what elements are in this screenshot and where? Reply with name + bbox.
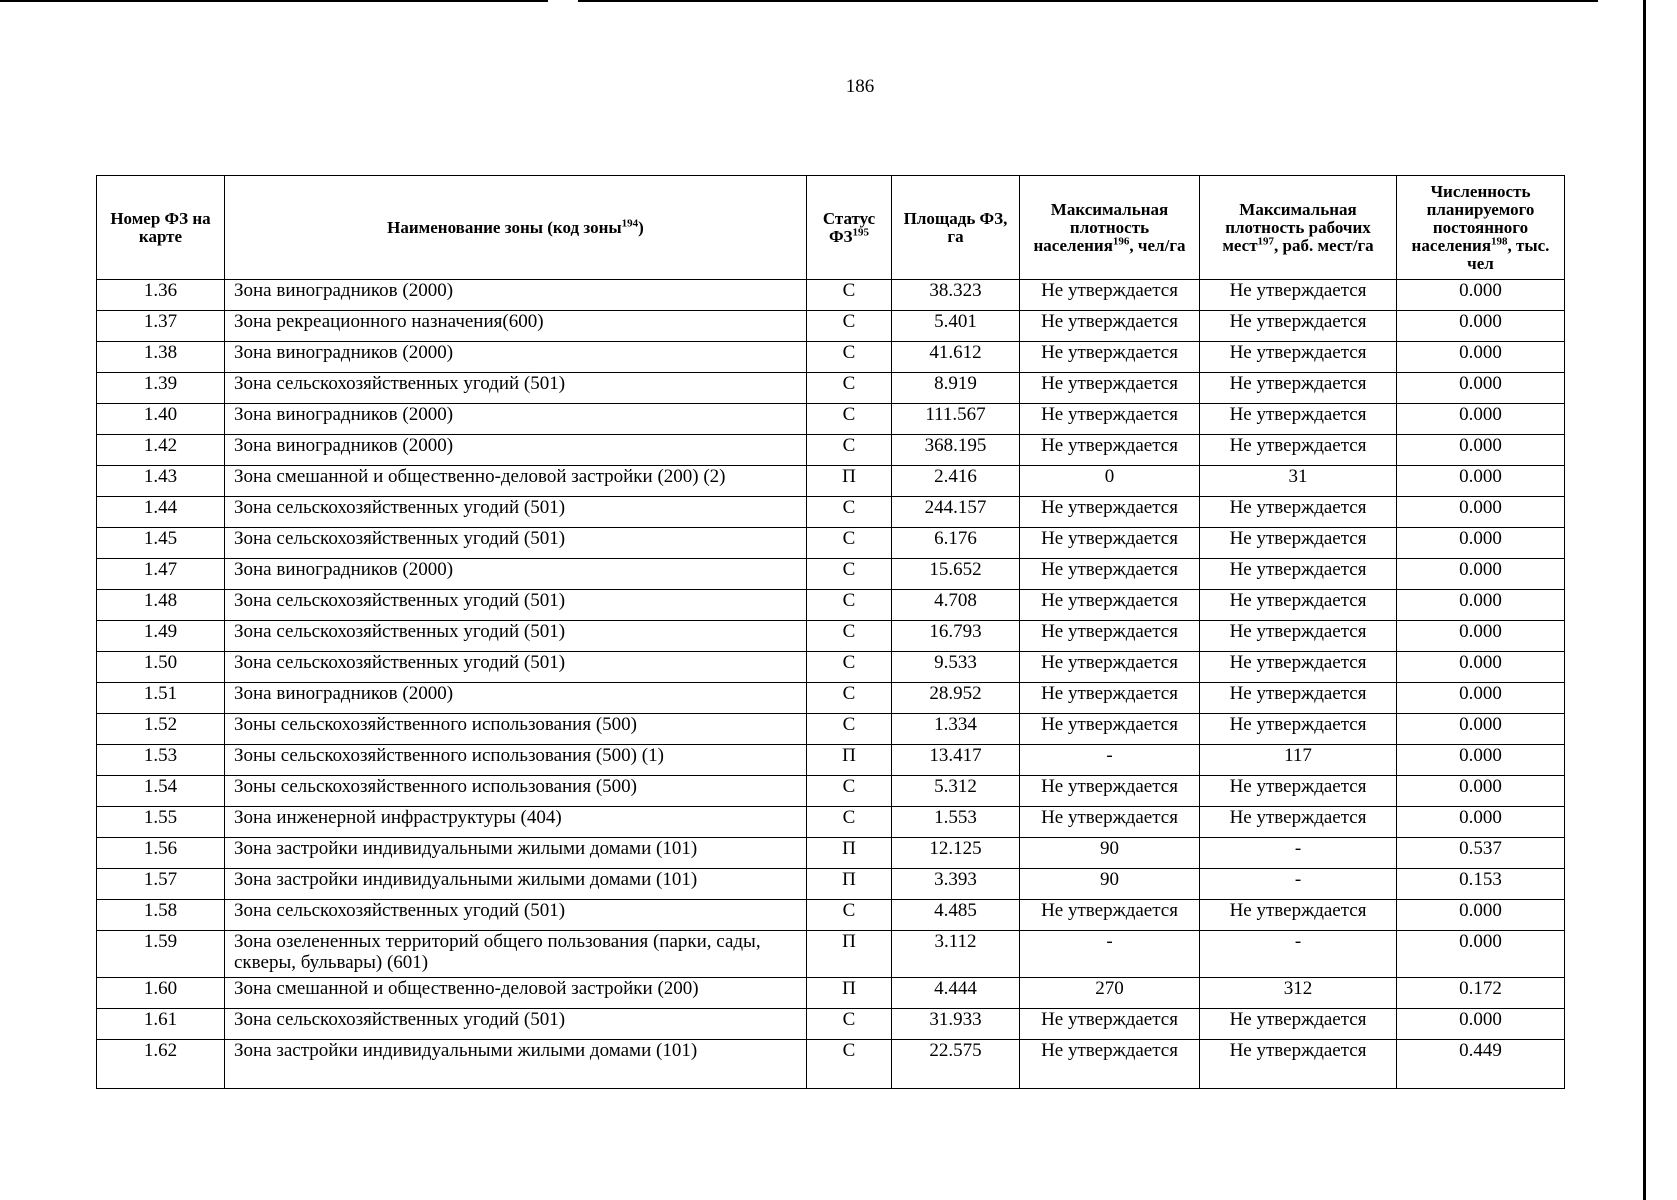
cell-planned-population: 0.000 [1397, 373, 1565, 404]
cell-zone-name: Зона застройки индивидуальными жилыми домами (101) [225, 838, 807, 869]
cell-status: С [807, 807, 892, 838]
table-row [97, 714, 1565, 745]
table-body [97, 280, 1565, 1089]
cell-area: 5.312 [892, 776, 1020, 807]
cell-job-density: Не утверждается [1200, 404, 1397, 435]
cell-job-density: Не утверждается [1200, 621, 1397, 652]
cell-map-number: 1.53 [97, 745, 225, 776]
cell-area: 244.157 [892, 497, 1020, 528]
cell-population-density: Не утверждается [1020, 652, 1200, 683]
cell-map-number: 1.39 [97, 373, 225, 404]
cell-area: 8.919 [892, 373, 1020, 404]
table-row [97, 311, 1565, 342]
cell-status: С [807, 621, 892, 652]
cell-population-density: Не утверждается [1020, 900, 1200, 931]
cell-zone-name: Зоны сельскохозяйственного использования (500) (1) [225, 745, 807, 776]
cell-map-number: 1.48 [97, 590, 225, 621]
cell-zone-name: Зона озелененных территорий общего пользования (парки, сады, скверы, бульвары) (601) [225, 931, 807, 978]
cell-population-density: Не утверждается [1020, 776, 1200, 807]
cell-zone-name: Зона смешанной и общественно-деловой застройки (200) (2) [225, 466, 807, 497]
cell-area: 15.652 [892, 559, 1020, 590]
cell-zone-name: Зона виноградников (2000) [225, 342, 807, 373]
cell-status: С [807, 497, 892, 528]
scan-border-top-left [0, 0, 548, 2]
cell-job-density: Не утверждается [1200, 652, 1397, 683]
cell-planned-population: 0.449 [1397, 1040, 1565, 1089]
cell-status: С [807, 900, 892, 931]
cell-zone-name: Зона рекреационного назначения(600) [225, 311, 807, 342]
cell-status: С [807, 404, 892, 435]
cell-planned-population: 0.000 [1397, 683, 1565, 714]
cell-job-density: 312 [1200, 978, 1397, 1009]
zones-table [96, 175, 1565, 1089]
cell-map-number: 1.58 [97, 900, 225, 931]
table-row [97, 559, 1565, 590]
cell-map-number: 1.55 [97, 807, 225, 838]
cell-population-density: - [1020, 931, 1200, 978]
cell-zone-name: Зона виноградников (2000) [225, 280, 807, 311]
cell-population-density: Не утверждается [1020, 621, 1200, 652]
cell-status: С [807, 683, 892, 714]
cell-zone-name: Зона сельскохозяйственных угодий (501) [225, 652, 807, 683]
cell-status: С [807, 776, 892, 807]
cell-status: С [807, 714, 892, 745]
cell-zone-name: Зона виноградников (2000) [225, 559, 807, 590]
cell-job-density: Не утверждается [1200, 497, 1397, 528]
cell-planned-population: 0.000 [1397, 776, 1565, 807]
table-row [97, 404, 1565, 435]
cell-area: 368.195 [892, 435, 1020, 466]
cell-area: 5.401 [892, 311, 1020, 342]
header-planned-population: Численность планируемого постоянного населения$^{198}$, тыс. чел [1397, 176, 1565, 280]
cell-population-density: Не утверждается [1020, 1040, 1200, 1089]
cell-zone-name: Зона виноградников (2000) [225, 404, 807, 435]
cell-job-density: - [1200, 838, 1397, 869]
table-row [97, 776, 1565, 807]
cell-zone-name: Зона виноградников (2000) [225, 683, 807, 714]
table-row [97, 683, 1565, 714]
cell-area: 4.444 [892, 978, 1020, 1009]
cell-population-density: Не утверждается [1020, 373, 1200, 404]
cell-status: С [807, 373, 892, 404]
cell-population-density: Не утверждается [1020, 404, 1200, 435]
cell-area: 2.416 [892, 466, 1020, 497]
cell-population-density: Не утверждается [1020, 807, 1200, 838]
cell-zone-name: Зона сельскохозяйственных угодий (501) [225, 621, 807, 652]
cell-map-number: 1.37 [97, 311, 225, 342]
page-number: 186 [845, 76, 875, 97]
cell-population-density: Не утверждается [1020, 342, 1200, 373]
cell-status: П [807, 978, 892, 1009]
cell-zone-name: Зона сельскохозяйственных угодий (501) [225, 1009, 807, 1040]
cell-status: С [807, 280, 892, 311]
cell-zone-name: Зоны сельскохозяйственного использования (500) [225, 714, 807, 745]
cell-planned-population: 0.000 [1397, 652, 1565, 683]
header-population-density: Максимальная плотность населения$^{196}$, чел/га [1020, 176, 1200, 280]
table-row [97, 1009, 1565, 1040]
cell-map-number: 1.43 [97, 466, 225, 497]
cell-job-density: Не утверждается [1200, 776, 1397, 807]
cell-planned-population: 0.000 [1397, 931, 1565, 978]
cell-map-number: 1.44 [97, 497, 225, 528]
cell-map-number: 1.38 [97, 342, 225, 373]
table-header-row [97, 176, 1565, 280]
cell-map-number: 1.52 [97, 714, 225, 745]
cell-zone-name: Зона сельскохозяйственных угодий (501) [225, 373, 807, 404]
table-row [97, 280, 1565, 311]
cell-zone-name: Зона сельскохозяйственных угодий (501) [225, 497, 807, 528]
cell-job-density: Не утверждается [1200, 311, 1397, 342]
cell-population-density: Не утверждается [1020, 497, 1200, 528]
cell-population-density: Не утверждается [1020, 311, 1200, 342]
cell-area: 28.952 [892, 683, 1020, 714]
table-row [97, 745, 1565, 776]
cell-job-density: Не утверждается [1200, 342, 1397, 373]
cell-job-density: 117 [1200, 745, 1397, 776]
table-row [97, 435, 1565, 466]
cell-job-density: - [1200, 869, 1397, 900]
table-row [97, 869, 1565, 900]
cell-status: П [807, 745, 892, 776]
cell-population-density: 0 [1020, 466, 1200, 497]
cell-population-density: Не утверждается [1020, 280, 1200, 311]
cell-planned-population: 0.000 [1397, 807, 1565, 838]
cell-status: П [807, 466, 892, 497]
cell-map-number: 1.60 [97, 978, 225, 1009]
cell-status: С [807, 435, 892, 466]
cell-status: С [807, 652, 892, 683]
cell-status: П [807, 869, 892, 900]
header-zone-name: Наименование зоны (код зоны$^{194}$) [225, 176, 807, 280]
cell-job-density: Не утверждается [1200, 590, 1397, 621]
table-row [97, 466, 1565, 497]
cell-map-number: 1.49 [97, 621, 225, 652]
cell-status: П [807, 931, 892, 978]
cell-status: С [807, 311, 892, 342]
cell-planned-population: 0.000 [1397, 497, 1565, 528]
header-area: Площадь ФЗ, га [892, 176, 1020, 280]
table-row [97, 497, 1565, 528]
cell-status: С [807, 342, 892, 373]
cell-population-density: Не утверждается [1020, 590, 1200, 621]
cell-planned-population: 0.000 [1397, 745, 1565, 776]
cell-planned-population: 0.000 [1397, 311, 1565, 342]
cell-planned-population: 0.000 [1397, 466, 1565, 497]
cell-population-density: - [1020, 745, 1200, 776]
cell-status: С [807, 1040, 892, 1089]
cell-area: 12.125 [892, 838, 1020, 869]
cell-zone-name: Зона виноградников (2000) [225, 435, 807, 466]
cell-job-density: Не утверждается [1200, 1040, 1397, 1089]
cell-planned-population: 0.000 [1397, 528, 1565, 559]
cell-planned-population: 0.000 [1397, 280, 1565, 311]
table-row [97, 528, 1565, 559]
cell-area: 38.323 [892, 280, 1020, 311]
cell-planned-population: 0.172 [1397, 978, 1565, 1009]
cell-population-density: 90 [1020, 869, 1200, 900]
cell-population-density: Не утверждается [1020, 559, 1200, 590]
cell-job-density: Не утверждается [1200, 683, 1397, 714]
cell-job-density: Не утверждается [1200, 528, 1397, 559]
table-row [97, 900, 1565, 931]
cell-map-number: 1.61 [97, 1009, 225, 1040]
table-row [97, 342, 1565, 373]
cell-map-number: 1.47 [97, 559, 225, 590]
cell-area: 13.417 [892, 745, 1020, 776]
cell-map-number: 1.40 [97, 404, 225, 435]
cell-job-density: - [1200, 931, 1397, 978]
cell-map-number: 1.54 [97, 776, 225, 807]
scan-border-right [1643, 0, 1646, 1200]
cell-job-density: Не утверждается [1200, 807, 1397, 838]
cell-map-number: 1.62 [97, 1040, 225, 1089]
cell-zone-name: Зона застройки индивидуальными жилыми домами (101) [225, 869, 807, 900]
cell-population-density: Не утверждается [1020, 1009, 1200, 1040]
cell-area: 16.793 [892, 621, 1020, 652]
cell-population-density: Не утверждается [1020, 714, 1200, 745]
cell-map-number: 1.51 [97, 683, 225, 714]
cell-area: 6.176 [892, 528, 1020, 559]
cell-map-number: 1.57 [97, 869, 225, 900]
cell-job-density: Не утверждается [1200, 435, 1397, 466]
cell-zone-name: Зона сельскохозяйственных угодий (501) [225, 528, 807, 559]
cell-status: С [807, 1009, 892, 1040]
cell-status: С [807, 528, 892, 559]
cell-zone-name: Зона сельскохозяйственных угодий (501) [225, 900, 807, 931]
cell-area: 41.612 [892, 342, 1020, 373]
cell-job-density: 31 [1200, 466, 1397, 497]
cell-planned-population: 0.000 [1397, 1009, 1565, 1040]
cell-zone-name: Зона инженерной инфраструктуры (404) [225, 807, 807, 838]
header-status: Статус ФЗ$^{195}$ [807, 176, 892, 280]
cell-job-density: Не утверждается [1200, 1009, 1397, 1040]
cell-area: 111.567 [892, 404, 1020, 435]
cell-job-density: Не утверждается [1200, 280, 1397, 311]
cell-population-density: Не утверждается [1020, 435, 1200, 466]
cell-zone-name: Зона смешанной и общественно-деловой застройки (200) [225, 978, 807, 1009]
cell-job-density: Не утверждается [1200, 900, 1397, 931]
cell-map-number: 1.45 [97, 528, 225, 559]
cell-map-number: 1.59 [97, 931, 225, 978]
table-row [97, 931, 1565, 978]
cell-planned-population: 0.000 [1397, 435, 1565, 466]
cell-area: 3.393 [892, 869, 1020, 900]
cell-zone-name: Зоны сельскохозяйственного использования (500) [225, 776, 807, 807]
cell-population-density: Не утверждается [1020, 528, 1200, 559]
cell-planned-population: 0.000 [1397, 621, 1565, 652]
cell-area: 4.708 [892, 590, 1020, 621]
cell-planned-population: 0.153 [1397, 869, 1565, 900]
scan-border-top-right [578, 0, 1598, 2]
cell-map-number: 1.36 [97, 280, 225, 311]
cell-population-density: Не утверждается [1020, 683, 1200, 714]
cell-zone-name: Зона сельскохозяйственных угодий (501) [225, 590, 807, 621]
cell-area: 3.112 [892, 931, 1020, 978]
cell-job-density: Не утверждается [1200, 559, 1397, 590]
table-row [97, 373, 1565, 404]
cell-map-number: 1.42 [97, 435, 225, 466]
cell-planned-population: 0.000 [1397, 590, 1565, 621]
cell-job-density: Не утверждается [1200, 714, 1397, 745]
cell-planned-population: 0.000 [1397, 559, 1565, 590]
cell-area: 22.575 [892, 1040, 1020, 1089]
cell-planned-population: 0.000 [1397, 404, 1565, 435]
cell-area: 1.334 [892, 714, 1020, 745]
cell-area: 31.933 [892, 1009, 1020, 1040]
cell-planned-population: 0.000 [1397, 714, 1565, 745]
cell-planned-population: 0.000 [1397, 900, 1565, 931]
header-map-number: Номер ФЗ на карте [97, 176, 225, 280]
table-row [97, 838, 1565, 869]
cell-area: 9.533 [892, 652, 1020, 683]
table-row [97, 1040, 1565, 1089]
cell-planned-population: 0.000 [1397, 342, 1565, 373]
cell-planned-population: 0.537 [1397, 838, 1565, 869]
cell-status: П [807, 838, 892, 869]
cell-area: 1.553 [892, 807, 1020, 838]
cell-zone-name: Зона застройки индивидуальными жилыми домами (101) [225, 1040, 807, 1089]
cell-area: 4.485 [892, 900, 1020, 931]
header-job-density: Максимальная плотность рабочих мест$^{197}$, раб. мест/га [1200, 176, 1397, 280]
table-row [97, 621, 1565, 652]
cell-status: С [807, 590, 892, 621]
table-row [97, 807, 1565, 838]
cell-map-number: 1.50 [97, 652, 225, 683]
cell-job-density: Не утверждается [1200, 373, 1397, 404]
cell-status: С [807, 559, 892, 590]
cell-map-number: 1.56 [97, 838, 225, 869]
table-row [97, 978, 1565, 1009]
cell-population-density: 90 [1020, 838, 1200, 869]
table-row [97, 652, 1565, 683]
table-row [97, 590, 1565, 621]
cell-population-density: 270 [1020, 978, 1200, 1009]
